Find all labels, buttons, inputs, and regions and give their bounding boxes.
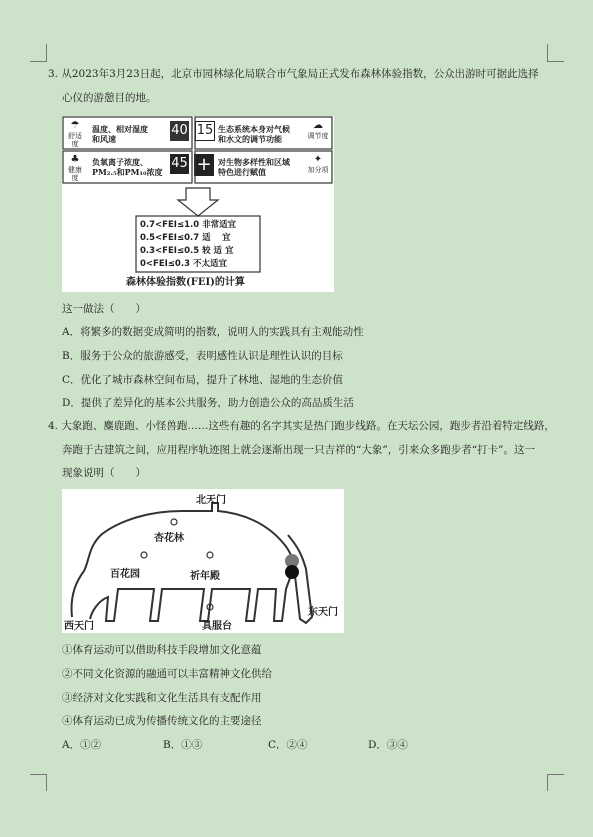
q3-option-a[interactable]: A．将繁多的数据变成简明的指数，说明人的实践具有主观能动性 (62, 326, 364, 338)
crop-mark-bottom-right-v (547, 774, 548, 791)
q4-choice-d[interactable]: D．③④ (368, 739, 408, 751)
q4-choice-c[interactable]: C．②④ (268, 739, 308, 751)
figure-caption: 森林体验指数(FEI)的计算 (126, 277, 245, 288)
crop-mark-bottom-left-v (46, 774, 47, 791)
bonus-icon: ✦ 加分项 (307, 154, 329, 174)
crop-mark-bottom-right-h (547, 774, 564, 775)
q4-stem-line3: 现象说明（ ） (62, 467, 146, 479)
row2-right-line2: 特色进行赋值 (218, 167, 266, 177)
plus-sign: + (194, 154, 214, 176)
q3-stem-line2: 心仪的游憩目的地。 (62, 92, 157, 104)
elephant-route-map (62, 489, 344, 633)
q4-statement-1: ①体育运动可以借助科技手段增加文化意蕴 (62, 644, 262, 656)
row2-right-line1: 对生物多样性和区域 (218, 157, 290, 167)
range-3: 0.3<FEI≤0.5 较 适 宜 (140, 246, 234, 256)
crop-mark-top-left-v (46, 44, 47, 61)
fei-figure (62, 116, 334, 292)
row1-right-line1: 生态系统本身对气候 (218, 124, 290, 134)
regulation-icon: ☁ 调节度 (307, 120, 329, 140)
range-1: 0.7<FEI≤1.0 非常适宜 (140, 220, 237, 230)
row2-left-line2: PM₂.₅和PM₁₀浓度 (92, 167, 163, 177)
row1-left-weight: 40 (170, 121, 189, 141)
label-clothing-terrace: 具服台 (202, 621, 232, 632)
down-arrow-icon (178, 188, 218, 216)
range-2: 0.5<FEI≤0.7 适 宜 (140, 233, 231, 243)
label-east-gate: 东天门 (308, 607, 338, 618)
comfort-icon: ☂ 舒适度 (65, 120, 85, 148)
range-4: 0<FEI≤0.3 不太适宜 (140, 259, 227, 269)
bonus-label: 加分项 (307, 166, 329, 174)
q3-option-d[interactable]: D．提供了差异化的基本公共服务，助力创造公众的高品质生活 (62, 397, 354, 409)
health-label: 健康度 (68, 166, 82, 182)
crop-mark-bottom-left-h (30, 774, 47, 775)
crop-mark-top-right-v (547, 44, 548, 61)
row1-right-line2: 和水文的调节功能 (218, 134, 282, 144)
q4-statement-3: ③经济对文化实践和文化生活具有支配作用 (62, 692, 262, 704)
q4-choice-a[interactable]: A．①② (62, 739, 102, 751)
row2-left-weight: 45 (170, 154, 189, 174)
q4-statement-4: ④体育运动已成为传播传统文化的主要途径 (62, 715, 262, 727)
label-hundred-flowers: 百花园 (110, 569, 140, 580)
q3-prompt: 这一做法（ ） (62, 303, 146, 315)
crop-mark-top-right-h (547, 61, 564, 62)
label-prayer-hall: 祈年殿 (190, 571, 220, 582)
q4-statement-2: ②不同文化资源的融通可以丰富精神文化供给 (62, 668, 272, 680)
q3-stem-line1: 3. 从2023年3月23日起，北京市园林绿化局联合市气象局正式发布森林体验指数，公众出游时可据此选择 (48, 68, 539, 80)
comfort-label: 舒适度 (68, 132, 82, 148)
q4-stem-line2: 奔跑于古建筑之间，应用程序轨迹图上就会逐渐出现一只吉祥的“大象”，引来众多跑步者“打卡”。这一 (62, 444, 535, 456)
q3-option-c[interactable]: C．优化了城市森林空间布局，提升了林地、湿地的生态价值 (62, 374, 344, 386)
elephant-route-icon (62, 489, 344, 633)
q3-option-b[interactable]: B．服务于公众的旅游感受，表明感性认识是理性认识的目标 (62, 350, 343, 362)
regulation-label: 调节度 (307, 132, 329, 140)
label-west-gate: 西天门 (64, 621, 94, 632)
row1-left-line1: 温度、相对湿度 (92, 124, 148, 134)
q4-stem-line1: 4. 大象跑、麋鹿跑、小怪兽跑……这些有趣的名字其实是热门跑步线路。在天坛公园，跑步者沿着特定线路， (48, 420, 555, 432)
crop-mark-top-left-h (30, 61, 47, 62)
q4-choice-b[interactable]: B．①③ (163, 739, 203, 751)
row2-left-line1: 负氧离子浓度、 (92, 157, 148, 167)
row1-left-line2: 和风速 (92, 134, 116, 144)
label-apricot-grove: 杏花林 (154, 533, 184, 544)
row1-right-weight: 15 (195, 121, 215, 141)
label-north-gate: 北天门 (196, 495, 226, 506)
health-icon: ♣ 健康度 (65, 154, 85, 182)
